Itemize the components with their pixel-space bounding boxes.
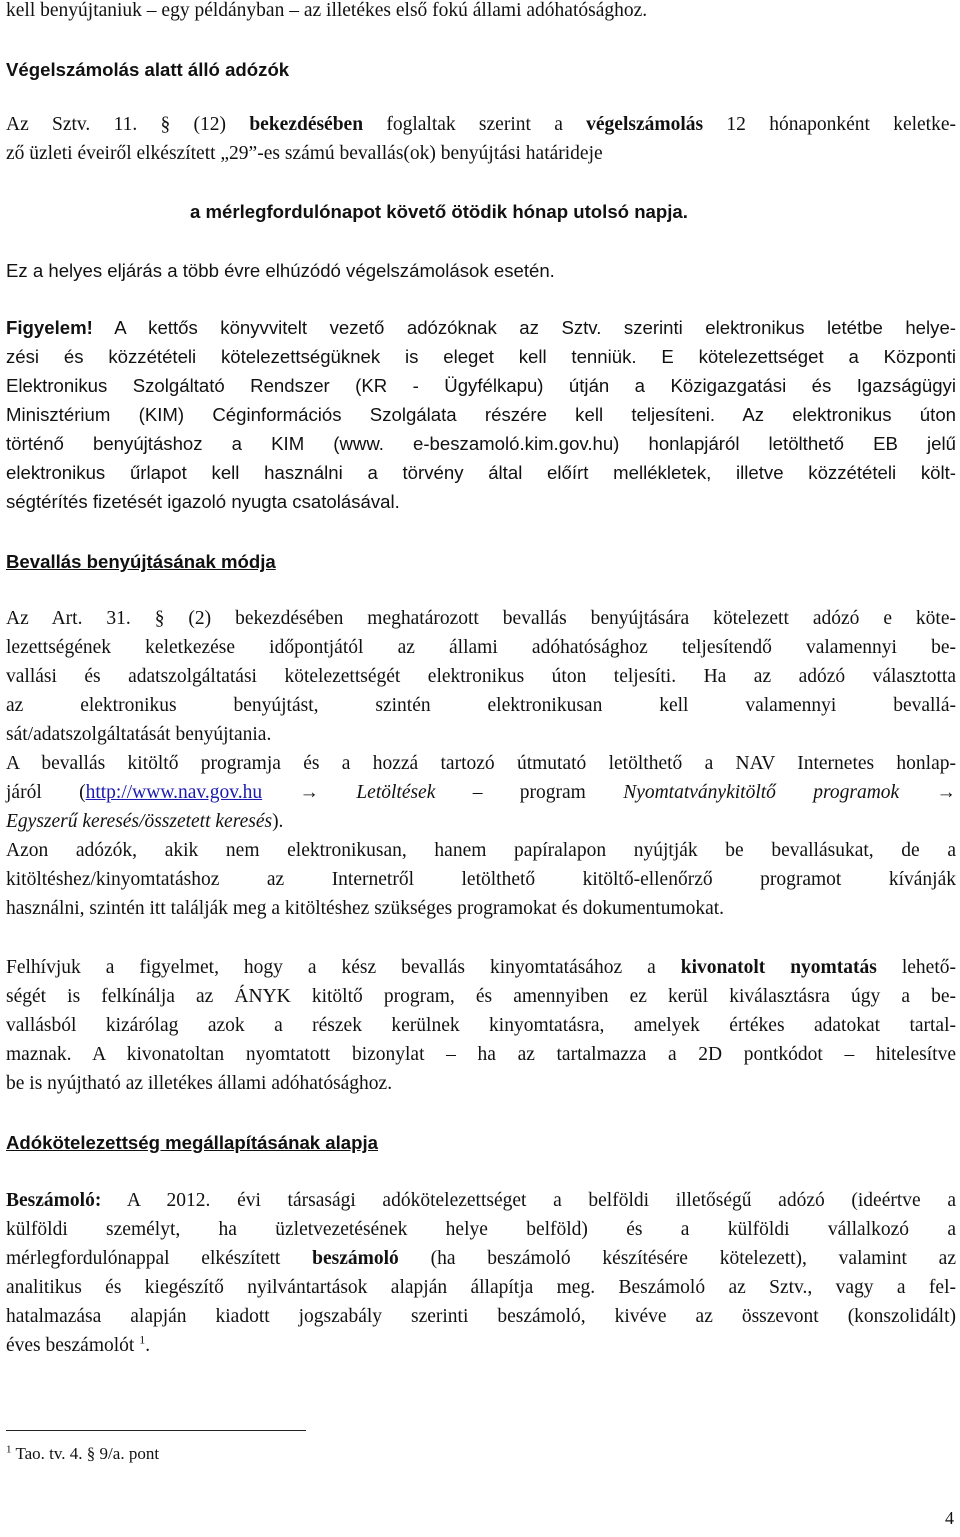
- footnote: $^1$ Tao. tv. 4. § 9/a. pont: [6, 1443, 160, 1463]
- section-title-submission: Bevallás benyújtásának módja: [6, 551, 276, 572]
- arrow-icon: →: [262, 782, 357, 803]
- footnote-mark: 1: [6, 1443, 12, 1456]
- section-title-tax-basis: Adókötelezettség megállapításának alapja: [6, 1132, 379, 1153]
- submission-paragraph-1: Az Art. 31. § (2) bekezdésében meghatározott bevallás benyújtására kötelezett adózó e köte- lezettségének keletkezése időpontjától az állami adóhatósághoz teljesítendő valamennyi be- vallási és adatszolgáltatási kötelezettségét elektronikus úton teljesíti. Ha az adózó választotta az elektronikus benyújtást, szintén elektronikusan kell valamennyi bevallá- sát/adatszolgáltatását benyújtania.: [6, 608, 956, 745]
- page-number: 4: [945, 1508, 954, 1528]
- submission-paragraph-4: Felhívjuk a figyelmet, hogy a kész bevallás kinyomtatásához a kivonatolt nyomtatás lehető- ségét is felkínálja az ÁNYK kitöltő program, és amennyiben ez kerül kiválasztásra úgy a be- vallásból kizárólag azok a részek kerülnek kinyomtatásra, amelyek értékes adatokat tartal- maznak. A kivonatoltan nyomtatott bizonylat – ha az tartalmazza a 2D pontkódot – hitelesítve be is nyújtható az illetékes állami adóhatósághoz.: [6, 957, 956, 1094]
- note-text: Ez a helyes eljárás a több évre elhúzódó végelszámolások esetén.: [6, 260, 555, 281]
- submission-paragraph-2: A bevallás kitöltő programja és a hozzá tartozó útmutató letölthető a NAV Internetes honlap- járól (http://www.nav.gov.hu → Letöltések – program Nyomtatványkitöltő programok → Egyszerű keresés/összetett keresés).: [6, 753, 957, 832]
- liquidation-paragraph: Az Sztv. 11. § (12) bekezdésében foglaltak szerint a végelszámolás 12 hónaponként keletke- ző üzleti éveiről elkészített „29”-es számú bevallás(ok) benyújtási határideje: [6, 114, 956, 164]
- deadline-text: a mérlegfordulónapot követő ötödik hónap utolsó napja.: [190, 201, 688, 222]
- intro-line: kell benyújtaniuk – egy példányban – az illetékes első fokú állami adóhatósághoz.: [6, 0, 648, 21]
- footnote-divider: [6, 1430, 306, 1431]
- footnote-ref: 1: [139, 1332, 146, 1347]
- nav-link[interactable]: http://www.nav.gov.hu: [85, 782, 263, 803]
- section-title-liquidation: Végelszámolás alatt álló adózók: [6, 59, 290, 80]
- attention-label: Figyelem!: [6, 317, 93, 338]
- tax-basis-paragraph: Beszámoló: A 2012. évi társasági adókötelezettséget a belföldi illetőségű adózó (ideértve a külföldi személyt, ha üzletvezetésének helye belföld) és a külföldi vállalkozó a mérlegfordulónappal elkészített beszámoló (ha beszámoló készítésére kötelezett), valamint az analitikus és kiegészítő nyilvántartások alapján állapítja meg. Beszámoló az Sztv., vagy a fel- hatalmazása alapján kiadott jogszabály szerinti beszámoló, kivéve az összevont (konszolidált) éves beszámolót $^1$.: [6, 1190, 956, 1356]
- report-label: Beszámoló:: [6, 1190, 102, 1211]
- arrow-icon: →: [899, 782, 957, 803]
- submission-paragraph-3: Azon adózók, akik nem elektronikusan, hanem papíralapon nyújtják be bevallásukat, de a kitöltéshez/kinyomtatáshoz az Internetről letölthető kitöltő-ellenőrző programot kívánják használni, szintén itt találják meg a kitöltéshez szükséges programokat és dokumentumokat.: [6, 840, 956, 919]
- attention-paragraph: Figyelem! A kettős könyvvitelt vezető adózóknak az Sztv. szerinti elektronikus letétbe helye- zési és közzétételi kötelezettségüknek is eleget kell tenniük. E kötelezettséget a Központi Elektronikus Szolgáltató Rendszer (KR - Ügyfélkapu) útján a Közigazgatási és Igazságügyi Minisztérium (KIM) Céginformációs Szolgálata részére kell teljesíteni. Az elektronikus úton történő benyújtáshoz a KIM (www. e-beszamoló.kim.gov.hu) honlapjáról letölthető EB jelű elektronikus űrlapot kell használni a törvény által előírt mellékletek, illetve közzétételi költ- ségtérítés fizetését igazoló nyugta csatolásával.: [6, 317, 956, 512]
